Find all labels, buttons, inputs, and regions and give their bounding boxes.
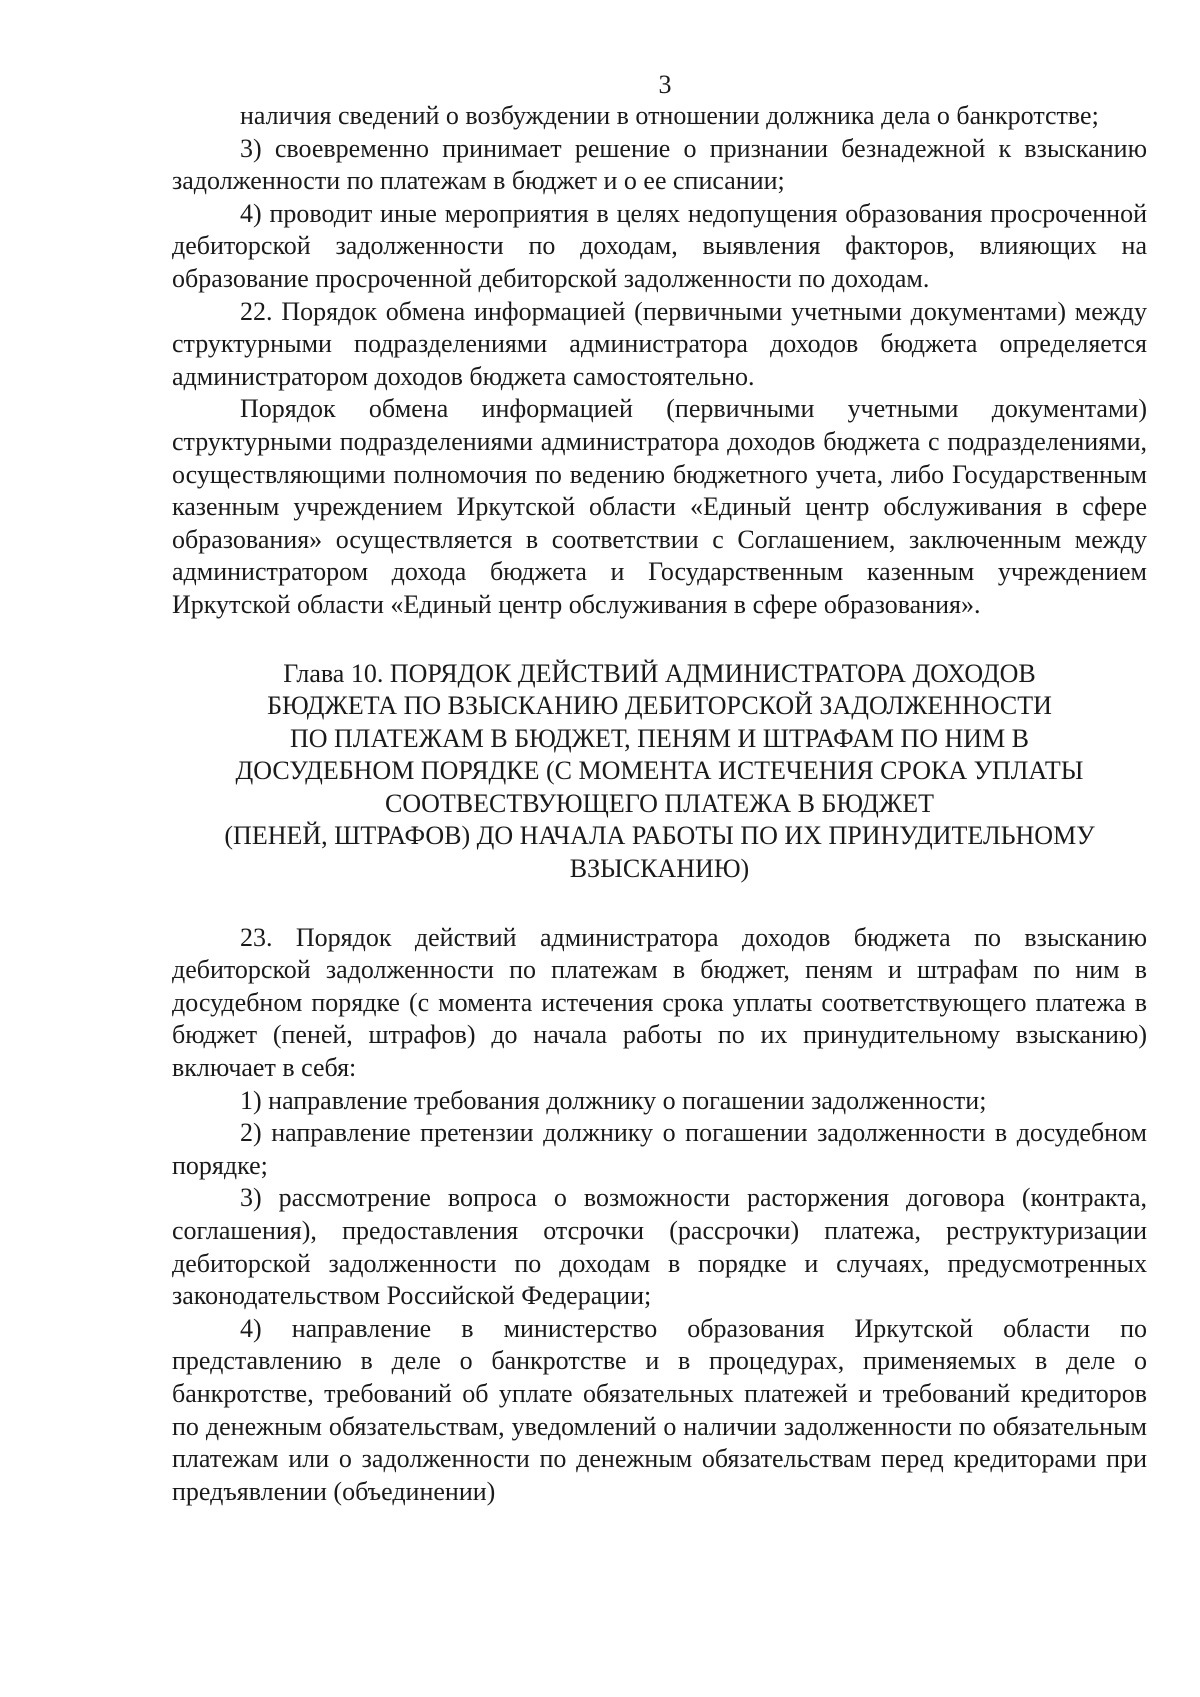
paragraph-item-3: 3) своевременно принимает решение о признании безнадежной к взысканию задолженности по платежам в бюджет и о ее списании;	[172, 133, 1147, 196]
paragraph-exchange-order: Порядок обмена информацией (первичными учетными документами) структурными подразделениями администратора доходов бюджета с подразделениями, осуществляющими полномочия по ведению бюджетного учета, либо Государственным казенным учреждением Иркутской области «Единый центр обслуживания в сфере образования» осуществляется в соответствии с Соглашением, заключенным между администратором дохода бюджета и Государственным казенным учреждением Иркутской области «Единый центр обслуживания в сфере образования».	[172, 394, 1147, 619]
paragraph-item-4: 4) проводит иные мероприятия в целях недопущения образования просроченной дебиторской задолженности по доходам, выявления факторов, влияющих на образование просроченной дебиторской задолженности по доходам.	[172, 198, 1147, 293]
list-item-4: 4) направление в министерство образования Иркутской области по представлению в деле о банкротстве и в процедурах, применяемых в деле о банкротстве, требований об уплате обязательных платежей и требований кредиторов по денежным обязательствам, уведомлений о наличии задолженности по обязательным платежам или о задолженности по денежным обязательствам перед кредиторами при предъявлении (объединении)	[172, 1313, 1147, 1506]
list-item-3: 3) рассмотрение вопроса о возможности расторжения договора (контракта, соглашения), предоставления отсрочки (рассрочки) платежа, реструктуризации дебиторской задолженности по доходам в порядке и случаях, предусмотренных законодательством Российской Федерации;	[172, 1183, 1147, 1311]
paragraph-22: 22. Порядок обмена информацией (первичными учетными документами) между структурными подразделениями администратора доходов бюджета определяется администратором доходов бюджета самостоятельно.	[172, 296, 1147, 391]
list-item-2: 2) направление претензии должнику о погашении задолженности в досудебном порядке;	[172, 1118, 1147, 1180]
document-body	[172, 100, 1147, 1508]
paragraph-23: 23. Порядок действий администратора доходов бюджета по взысканию дебиторской задолженности по платежам в бюджет, пеням и штрафам по ним в досудебном порядке (с момента истечения срока уплаты соответствующего платежа в бюджет (пеней, штрафов) до начала работы по их принудительному взысканию) включает в себя:	[172, 922, 1147, 1083]
list-item-1: 1) направление требования должнику о погашении задолженности;	[240, 1085, 987, 1115]
paragraph-continuation: наличия сведений о возбуждении в отношении должника дела о банкротстве;	[240, 101, 1099, 130]
page-number: 3	[658, 70, 672, 99]
chapter-heading: Глава 10. ПОРЯДОК ДЕЙСТВИЙ АДМИНИСТРАТОРА ДОХОДОВ БЮДЖЕТА ПО ВЗЫСКАНИЮ ДЕБИТОРСКОЙ ЗАДОЛЖЕННОСТИ ПО ПЛАТЕЖАМ В БЮДЖЕТ, ПЕНЯМ И ШТРАФАМ ПО НИМ В ДОСУДЕБНОМ ПОРЯДКЕ (С МОМЕНТА ИСТЕЧЕНИЯ СРОКА УПЛАТЫ СООТВЕСТВУЮЩЕГО ПЛАТЕЖА В БЮДЖЕТ (ПЕНЕЙ, ШТРАФОВ) ДО НАЧАЛА РАБОТЫ ПО ИХ ПРИНУДИТЕЛЬНОМУ ВЗЫСКАНИЮ)	[224, 658, 1095, 884]
